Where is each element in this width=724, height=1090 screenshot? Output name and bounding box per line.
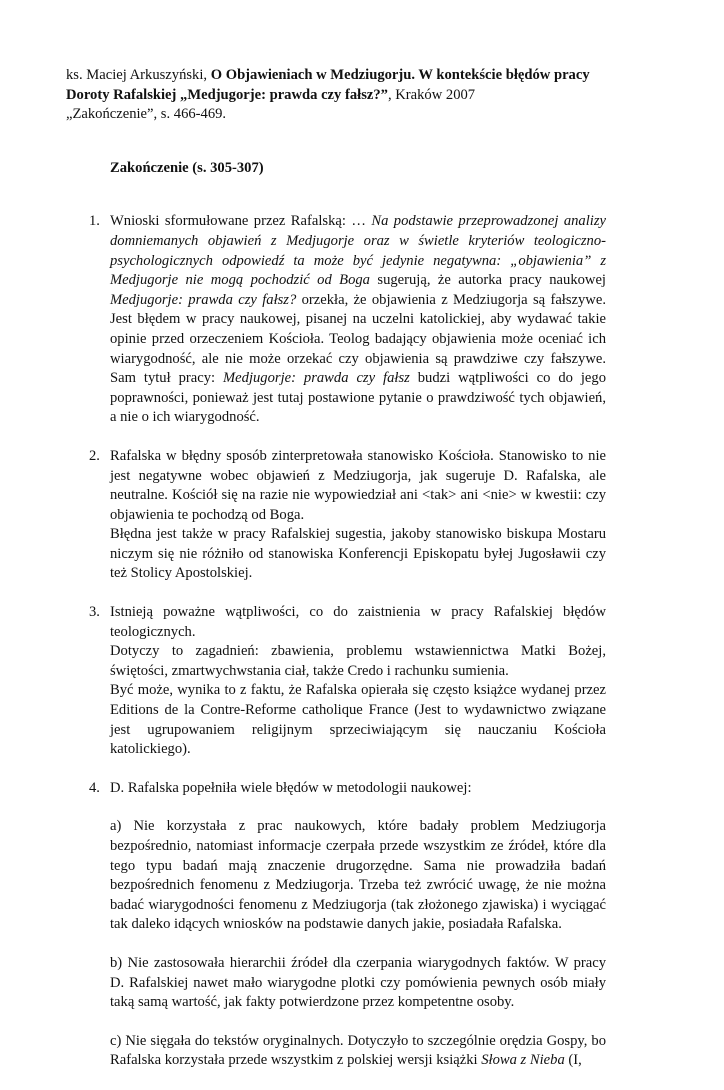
citation-place-year: , Kraków 2007 [387, 86, 476, 103]
citation-title-part1: O Objawieniach w Medziugorju. W kontekście błędów pracy [210, 67, 590, 83]
quoted-text: Na podstawie przeprowadzonej analizy domniemanych objawień z Medjugorje oraz w świetle kryteriów teologiczno-psychologicznych odpowiedź ta może być jedynie negatywna: „objawienia” z Medjugorje nie mogą pochodzić od Boga [110, 213, 606, 289]
subpoint-b: b) Nie zastosowała hierarchii źródeł dla czerpania wiarygodnych faktów. W pracy D. Rafalskiej nawet mało wiarygodne plotki czy pomówienia pewnych osób miały taką samą wartość, jak fakty potwierdzone przez kompetentne osoby. [110, 954, 606, 1011]
subpoint-c [110, 1032, 606, 1071]
item-paragraph: Rafalska w błędny sposób zinterpretowała stanowisko Kościoła. Stanowisko to nie jest negatywne wobec objawień z Medziugorja, jak sugeruje D. Rafalska, ale neutralne. Kościół się na razie nie wypowiedział ani <tak> ani <nie> w kwestii: czy objawienia te pochodzą od Boga. [110, 447, 606, 523]
book-title: Medjugorje: prawda czy fałsz? [110, 291, 297, 308]
paragraph-text: Wnioski sformułowane przez Rafalską: … [110, 213, 372, 230]
item-paragraph: Błędna jest także w pracy Rafalskiej sugestia, jakoby stanowisko biskupa Mostaru niczym się nie różniło od stanowiska Konferencji Episkopatu byłej Jugosławii czy też Stolicy Apostolskiej. [110, 526, 606, 582]
conclusions-list [66, 212, 606, 1071]
book-title: Medjugorje: prawda czy fałsz [223, 370, 410, 387]
list-item [66, 779, 606, 1071]
item-number: 3. [89, 604, 100, 621]
item-intro: D. Rafalska popełniła wiele błędów w metodologii naukowej: [110, 779, 472, 796]
paragraph-text: sugerują, że autorka pracy naukowej [369, 272, 606, 289]
list-item [66, 447, 606, 584]
citation-author: ks. Maciej Arkuszyński, [66, 67, 211, 83]
item-paragraph: Istnieją poważne wątpliwości, co do zaistnienia w pracy Rafalskiej błędów teologicznych. [110, 604, 606, 640]
citation-header [66, 66, 606, 125]
paragraph-text: (I, [564, 1052, 582, 1069]
item-paragraph: Być może, wynika to z faktu, że Rafalska opierała się często książce wydanej przez Editions de la Contre-Reforme catholique France (Jest to wydawnictwo związane jest ugrupowaniem religijnym sprzeciwiającym się nauczaniu Kościoła katolickiego). [110, 682, 606, 758]
document-page [66, 66, 606, 1090]
item-number: 2. [89, 447, 100, 464]
item-paragraph [110, 212, 606, 428]
item-number: 1. [89, 213, 100, 230]
section-title: Zakończenie (s. 305-307) [110, 159, 264, 176]
citation-chapter-pages: „Zakończenie”, s. 466-469. [66, 106, 227, 123]
list-item [66, 603, 606, 760]
item-number: 4. [89, 779, 100, 796]
citation-title-part2: Doroty Rafalskiej „Medjugorje: prawda czy fałsz?” [66, 86, 388, 103]
item-paragraph: Dotyczy to zagadnień: zbawienia, problemu wstawiennictwa Matki Bożej, świętości, zmartwychwstania ciał, także Credo i rachunku sumienia. [110, 643, 606, 679]
subpoint-a: a) Nie korzystała z prac naukowych, które badały problem Medziugorja bezpośrednio, natomiast informacje czerpała przede wszystkim ze źródeł, które dla tego typu badań mają znaczenie drugorzędne. Sama nie prowadziła badań bezpośrednich fenomenu z Medziugorja. Trzeba też zwrócić uwagę, że nie można badać wiarygodności fenomenu z Medziugorja (tak złożonego zjawiska) i wyciągać tak daleko idących wniosków na podstawie danych jakie, posiadała Rafalska. [110, 818, 606, 933]
paragraph-text: c) Nie sięgała do tekstów oryginalnych. Dotyczyło to szczególnie orędzia Gospy, bo Rafalska korzystała przede wszystkim z polskiej wersji książki [110, 1032, 606, 1069]
paragraph-text: budzi wątpliwości co do jego poprawności, ponieważ jest tutaj postawione pytanie o prawdziwość tych objawień, a nie o ich wiarygodność. [110, 370, 606, 426]
book-title: Słowa z Nieba [481, 1052, 565, 1069]
list-item [66, 212, 606, 428]
paragraph-text: orzekła, że objawienia z Medziugorja są fałszywe. Jest błędem w pracy naukowej, pisanej na uczelni katolickiej, aby wydawać takie opinie przed orzeczeniem Kościoła. Teolog badający objawienia może oceniać ich wiarygodność, ale nie może orzekać czy objawienia są prawdziwe czy fałszywe. Sam tytuł pracy: [110, 291, 606, 387]
